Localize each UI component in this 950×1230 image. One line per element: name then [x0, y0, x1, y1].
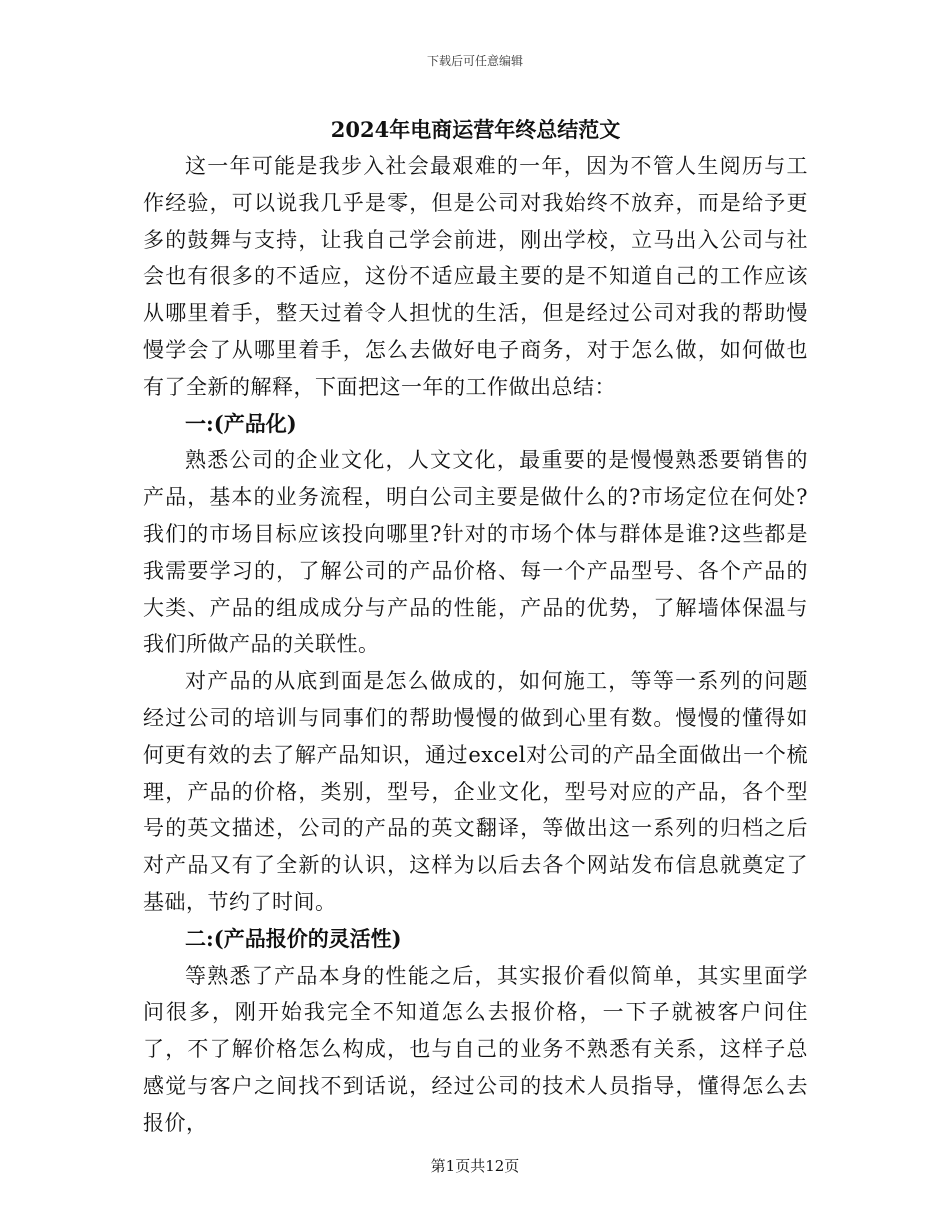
section-heading-2: 二:(产品报价的灵活性): [185, 925, 402, 951]
section1-paragraph-2: 对产品的从底到面是怎么做成的，如何施工，等等一系列的问题经过公司的培训与同事们的帮助慢慢的做到心里有数。慢慢的懂得如何更有效的去了解产品知识，通过excel对公司的产品全面做出一个梳理，产品的价格，类别，型号，企业文化，型号对应的产品，各个型号的英文描述，公司的产品的英文翻译，等做出这一系列的归档之后对产品又有了全新的认识，这样为以后去各个网站发布信息就奠定了基础，节约了时间。: [143, 669, 808, 914]
document-body: [143, 112, 808, 1142]
section1-paragraph-1: 熟悉公司的企业文化，人文文化，最重要的是慢慢熟悉要销售的产品，基本的业务流程，明白公司主要是做什么的?市场定位在何处?我们的市场目标应该投向哪里?针对的市场个体与群体是谁?这些都是我需要学习的，了解公司的产品价格、每一个产品型号、各个产品的大类、产品的组成成分与产品的性能，产品的优势，了解墙体保温与我们所做产品的关联性。: [143, 448, 808, 657]
section2-paragraph-1: 等熟悉了产品本身的性能之后，其实报价看似简单，其实里面学问很多，刚开始我完全不知道怎么去报价格，一下子就被客户问住了，不了解价格怎么构成，也与自己的业务不熟悉有关系，这样子总感觉与客户之间找不到话说，经过公司的技术人员指导，懂得怎么去报价，: [143, 963, 808, 1135]
document-title: 2024年电商运营年终总结范文: [330, 117, 621, 142]
page-footer-pagination: 第1页共12页: [430, 1157, 520, 1175]
intro-paragraph: 这一年可能是我步入社会最艰难的一年，因为不管人生阅历与工作经验，可以说我几乎是零，但是公司对我始终不放弃，而是给予更多的鼓舞与支持，让我自己学会前进，刚出学校，立马出入公司与社会也有很多的不适应，这份不适应最主要的是不知道自己的工作应该从哪里着手，整天过着令人担忧的生活，但是经过公司对我的帮助慢慢学会了从哪里着手，怎么去做好电子商务，对于怎么做，如何做也有了全新的解释，下面把这一年的工作做出总结：: [143, 154, 808, 399]
section-heading-1: 一:(产品化): [185, 410, 297, 436]
page-header-note: 下载后可任意编辑: [426, 54, 523, 68]
